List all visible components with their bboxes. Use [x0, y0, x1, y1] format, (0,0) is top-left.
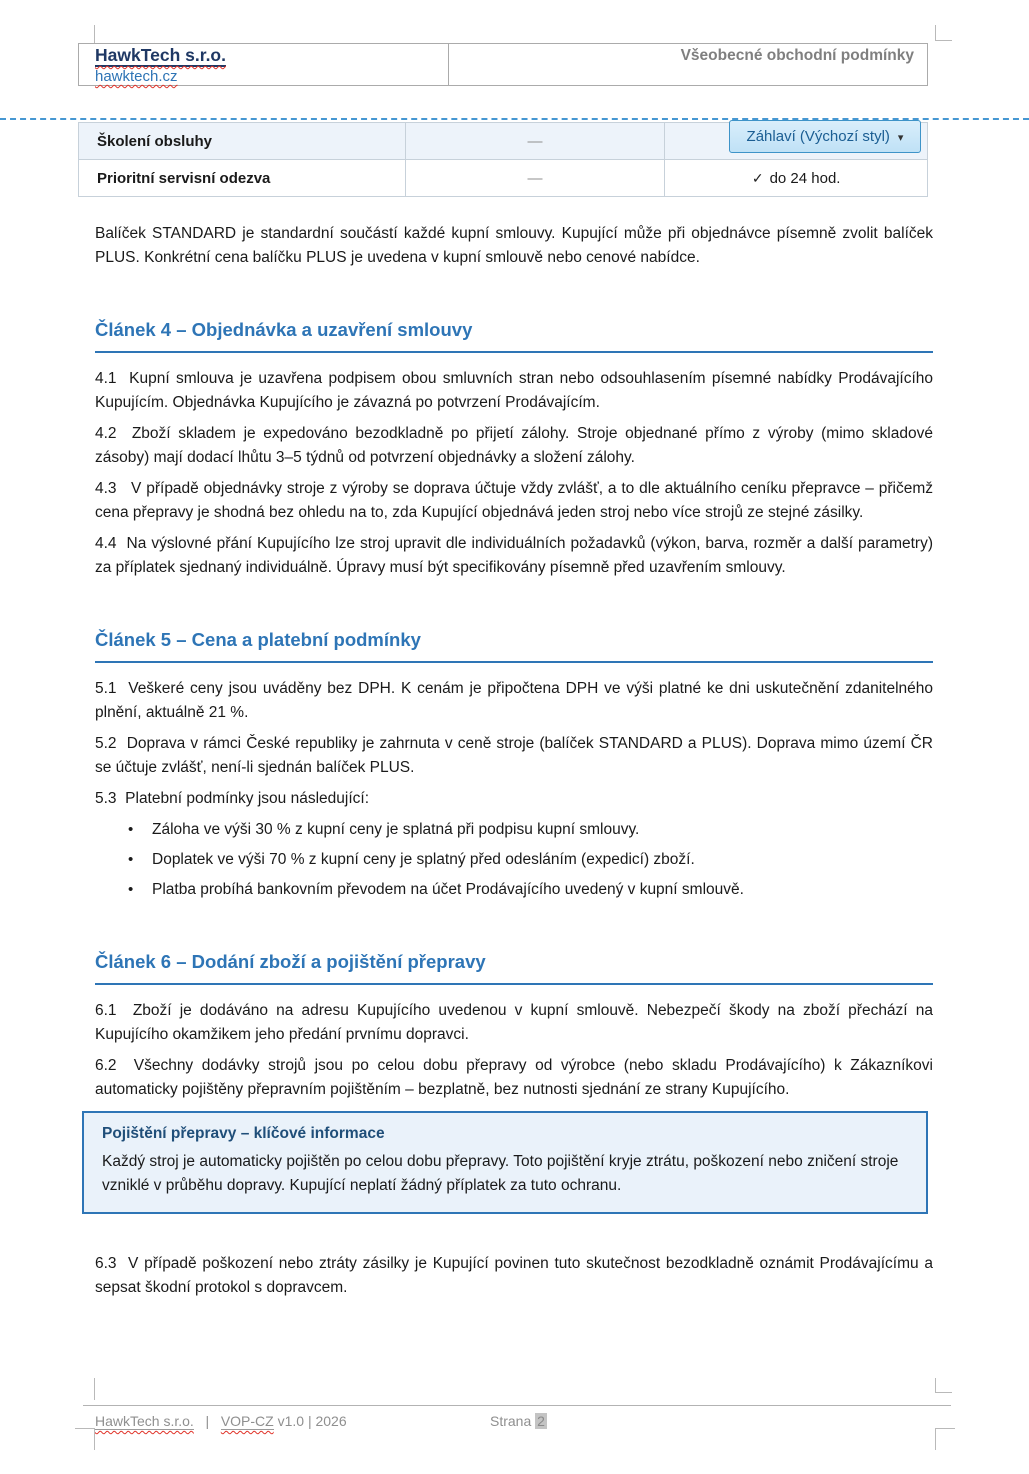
footer-version: v1.0 | 2026 — [277, 1413, 347, 1429]
paragraph-6-1: 6.1 Zboží je dodáváno na adresu Kupujícího uvedenou v kupní smlouvě. Nebezpečí škody na zboží přechází na Kupujícího okamžikem jeho předání prvnímu dopravci. — [95, 1002, 933, 1043]
header-style-dropdown-label: Záhlaví (Výchozí styl) — [746, 128, 890, 145]
paragraph-4-2: 4.2 Zboží skladem je expedováno bezodkladně po přijetí zálohy. Stroje objednané přímo z výroby (mimo skladové zásoby) mají dodací lhůtu 3–5 týdnů od potvrzení objednávky a složení zálohy. — [95, 425, 933, 466]
paragraph-4-3: 4.3 V případě objednávky stroje z výroby se doprava účtuje vždy zvlášť, a to dle aktuálního ceníku přepravce – přičemž cena přepravy je shodná bez ohledu na to, zda Kupující objednává jeden stroj nebo více strojů ze stejné zásilky. — [95, 480, 933, 521]
info-box-title: Pojištění přepravy – klíčové informace — [102, 1125, 385, 1142]
list-item: • Záloha ve výši 30 % z kupní ceny je splatná při podpisu kupní smlouvy. — [95, 818, 933, 842]
paragraph-6-3: 6.3 V případě poškození nebo ztráty zásilky je Kupující povinen tuto skutečnost bezodkladně oznámit Prodávajícímu a sepsat škodní protokol s dopravcem. — [95, 1255, 933, 1296]
paragraph-5-3: 5.3 Platební podmínky jsou následující: — [95, 790, 369, 807]
footer-left — [95, 1413, 347, 1430]
footer-boundary-mark-right-h — [935, 1428, 955, 1429]
text-boundary-mark-bottom-right-v — [935, 1378, 936, 1393]
chevron-down-icon: ▾ — [897, 132, 904, 144]
feature-cell: Školení obsluhy — [79, 123, 406, 160]
insurance-info-box — [82, 1111, 928, 1214]
footer-boundary-mark-right-v — [935, 1428, 936, 1450]
checkmark-icon: ✓ — [751, 169, 764, 186]
paragraph-6-2: 6.2 Všechny dodávky strojů jsou po celou dobu přepravy od výrobce (nebo skladu Prodávajícího) k Zákazníkovi automaticky pojištěny přepravním pojištěním – bezplatně, bez nutnosti sjednání ze strany Kupujícího. — [95, 1057, 933, 1098]
page-number-field: 2 — [537, 1413, 545, 1429]
page-label: Strana — [490, 1413, 532, 1429]
article-4-heading: Článek 4 – Objednávka a uzavření smlouvy — [95, 318, 933, 353]
footer-boundary-mark-left-h — [75, 1428, 95, 1429]
footer-doc-code: VOP-CZ — [220, 1413, 274, 1429]
payment-terms-list — [95, 818, 933, 902]
feature-cell: Prioritní servisní odezva — [79, 160, 406, 197]
footer-page-indicator — [490, 1413, 547, 1429]
paragraph-4-4: 4.4 Na výslovné přání Kupujícího lze stroj upravit dle individuálních požadavků (výkon, barva, rozměr a další parametry) za příplatek sjednaný individuálně. Úpravy musí být specifikovány písemně před uzavřením smlouvy. — [95, 535, 933, 576]
text-boundary-mark-bottom-right-h — [935, 1392, 952, 1393]
article-6-heading: Článek 6 – Dodání zboží a pojištění přepravy — [95, 950, 933, 985]
footer-company: HawkTech s.r.o. — [95, 1413, 194, 1429]
footer-divider: | — [205, 1413, 210, 1429]
standard-cell: — — [405, 123, 665, 160]
standard-cell: — — [405, 160, 665, 197]
footer-separator-line — [83, 1405, 951, 1406]
paragraph-5-1: 5.1 Veškeré ceny jsou uváděny bez DPH. K cenám je připočtena DPH ve výši platné ke dni uskutečnění zdanitelného plnění, aktuálně 21 %. — [95, 680, 933, 721]
article-5-heading: Článek 5 – Cena a platební podmínky — [95, 628, 933, 663]
intro-paragraph: Balíček STANDARD je standardní součástí každé kupní smlouvy. Kupující může při objednávce písemně zvolit balíček PLUS. Konkrétní cena balíčku PLUS je uvedena v kupní smlouvě nebo cenové nabídce. — [95, 225, 933, 266]
list-item: • Platba probíhá bankovním převodem na účet Prodávajícího uvedený v kupní smlouvě. — [95, 878, 933, 902]
paragraph-4-1: 4.1 Kupní smlouva je uzavřena podpisem obou smluvních stran nebo odsouhlasením písemné nabídky Prodávajícího Kupujícím. Objednávka Kupujícího je závazná po potvrzení Prodávajícím. — [95, 370, 933, 411]
footer-boundary-mark-left-v — [94, 1428, 95, 1450]
document-title: Všeobecné obchodní podmínky — [680, 47, 914, 64]
info-box-body: Každý stroj je automaticky pojištěn po celou dobu přepravy. Toto pojištění kryje ztrátu, poškození nebo zničení stroje vzniklé v průběhu dopravy. Kupující neplatí žádný příplatek za tuto ochranu. — [102, 1153, 899, 1194]
paragraph-5-2: 5.2 Doprava v rámci České republiky je zahrnuta v ceně stroje (balíček STANDARD a PLUS). Doprava mimo území ČR se účtuje zvlášť, není-li sjednán balíček PLUS. — [95, 735, 933, 776]
list-item: • Doplatek ve výši 70 % z kupní ceny je splatný před odesláním (expedicí) zboží. — [95, 848, 933, 872]
company-name: HawkTech s.r.o. — [95, 45, 226, 67]
company-website-link[interactable]: hawktech.cz — [95, 68, 178, 86]
plus-value: do 24 hod. — [769, 169, 841, 187]
text-boundary-mark-bottom-left — [94, 1378, 95, 1400]
